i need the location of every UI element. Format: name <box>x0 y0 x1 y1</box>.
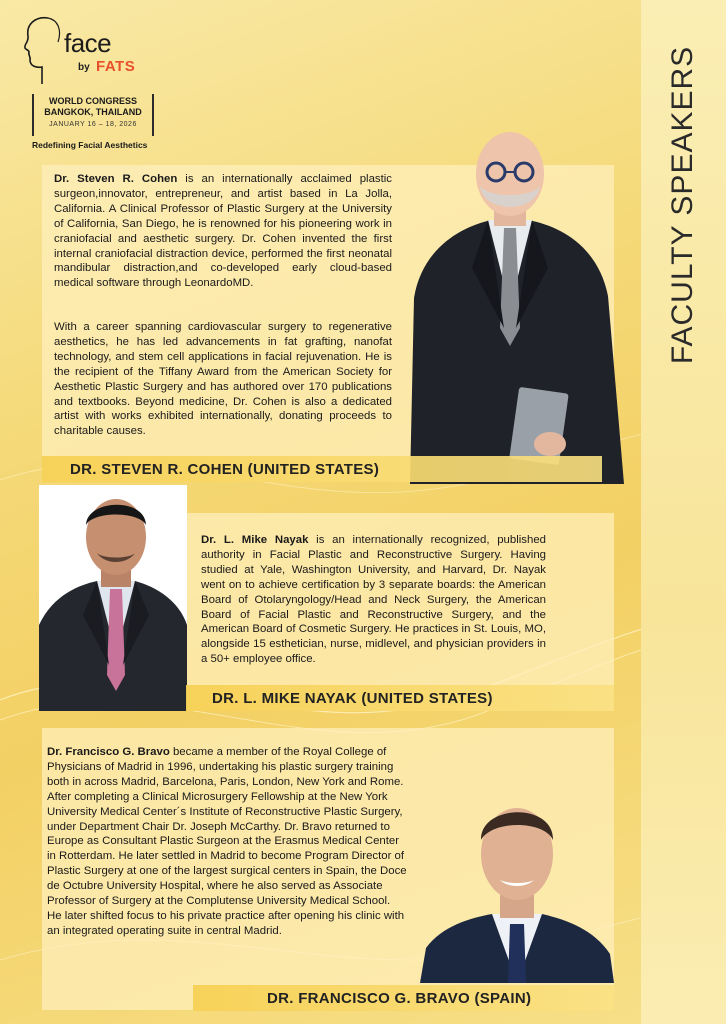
speaker-name-bold: Dr. Steven R. Cohen <box>54 173 178 185</box>
bio-cohen-paragraph-1 <box>54 172 392 291</box>
bio-text: became a member of the Royal College of Physicians of Madrid in 1996, undertaking his plastic surgery training both in across Madrid, Barcelona, Paris, London, New York and Rome. After completing a Clinical Microsurgery Fellowship at the New York University Medical Center´s Institute of Reconstructive Plastic Surgery, under Department Chair Dr. Joseph McCarthy. Dr. Bravo returned to Europe as Consultant Plastic Surgeon at the Erasmus Medical Center in Rotterdam. He later settled in Madrid to become Program Director of Plastic Surgery at one of the largest surgical centers in Spain, the Doce de Octubre University Hospital, where he also served as Associate Professor of Surgery at the Complutense University Medical School. He later shifted focus to his private practice after opening his clinic with an integrated operating suite in central Madrid. <box>47 746 407 937</box>
tagline: Redefining Facial Aesthetics <box>32 140 148 150</box>
logo-face-text: face <box>64 28 112 58</box>
photo-nayak <box>39 485 187 711</box>
face-profile-icon <box>18 14 66 86</box>
speaker-name-bold: Dr. Francisco G. Bravo <box>47 746 170 758</box>
bio-cohen-paragraph-2: With a career spanning cardiovascular surgery to regenerative aesthetics, he has led advancements in fat grafting, nanofat technology, and stem cell applications in facial rejuvenation. He is the recipient of the Tiffany Award from the American Society for Aesthetic Plastic Surgery and has authored over 170 publications and textbooks. Beyond medicine, Dr. Cohen is also a dedicated artist with works exhibited internationally, donating proceeds to charitable causes. <box>54 321 392 438</box>
event-logo <box>18 14 198 154</box>
congress-badge <box>32 94 154 136</box>
photo-cohen <box>392 128 628 484</box>
logo-fats-text: FATS <box>96 58 136 75</box>
bio-text: is an internationally recognized, published authority in Facial Plastic and Reconstructive Surgery. Having studied at Yale, Washington University, and Harvard, Dr. Nayak went on to achieve certification by 3 separate boards: the American Board of Otolaryngology/Head and Neck Surgery, the American Board of Facial Plastic and Reconstructive Surgery, and the American Board of Cosmetic Surgery. He practices in St. Louis, MO, alongside 15 esthetician, nurse, midlevel, and physician providers in a 50+ employee office. <box>201 534 546 666</box>
speaker-name-bold: Dr. L. Mike Nayak <box>201 534 309 546</box>
speaker-label-cohen: DR. STEVEN R. COHEN (UNITED STATES) <box>42 456 602 482</box>
bio-bravo <box>47 745 407 939</box>
congress-location: BANGKOK, THAILAND <box>44 107 142 117</box>
bio-nayak <box>201 533 546 667</box>
photo-bravo <box>420 778 614 983</box>
logo-by-text: by <box>78 62 90 73</box>
speaker-label-nayak: DR. L. MIKE NAYAK (UNITED STATES) <box>186 685 614 711</box>
bio-text: is an internationally acclaimed plastic surgeon,innovator, entrepreneur, and artist based in La Jolla, California. A Clinical Professor of Plastic Surgery at the University of California, San Diego, he is renowned for his pioneering work in craniofacial and aesthetic surgery. Dr. Cohen invented the first internal craniofacial distraction device, performed the first neonatal mandibular distraction,and co-developed early cloud-based medical software through LeonardoMD. <box>54 173 392 290</box>
congress-dates: JANUARY 16 – 18, 2026 <box>49 121 137 128</box>
speaker-label-bravo: DR. FRANCISCO G. BRAVO (SPAIN) <box>193 985 614 1011</box>
congress-title: WORLD CONGRESS <box>48 96 137 106</box>
section-title: FACULTY SPEAKERS <box>666 45 699 365</box>
